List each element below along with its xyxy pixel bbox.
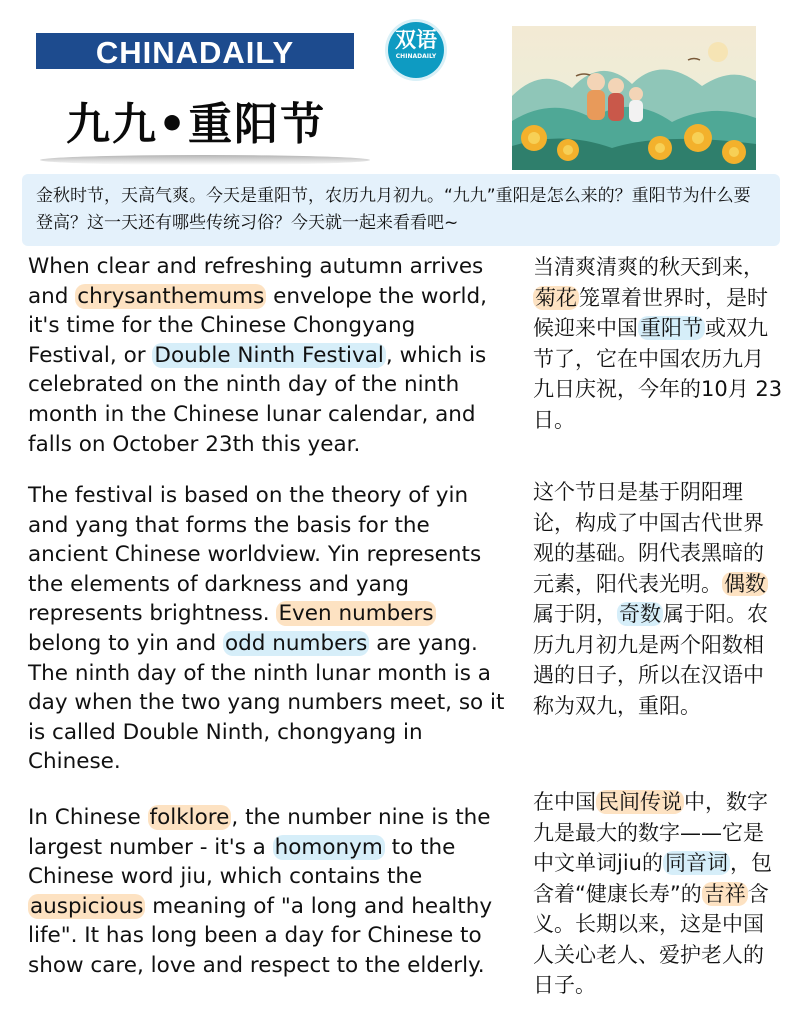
english-paragraph-2: [28, 481, 508, 777]
vocab-homonym: homonym: [274, 834, 383, 860]
festival-illustration: [512, 26, 756, 170]
text-span: In Chinese: [28, 805, 148, 830]
vocab-cn-even-numbers: 偶数: [724, 571, 766, 596]
chinese-paragraph-1: [533, 252, 783, 435]
text-span: 属于阳。农历九月初九是两个阳数相遇的日子，所以在汉语中称为双九，重阳。: [533, 602, 768, 718]
text-span: 含义。长期以来，这是中国人关心老人、爱护老人的日子。: [533, 881, 769, 997]
text-span: 当清爽清爽的秋天到来，: [533, 255, 764, 279]
english-paragraph-1: [28, 252, 508, 459]
title-underline-shadow: [40, 155, 370, 165]
text-span: to the Chinese word jiu, which contains the: [28, 834, 456, 890]
bilingual-badge: [388, 22, 444, 78]
badge-main-text: 双语: [395, 28, 437, 52]
vocab-even-numbers: Even numbers: [278, 601, 434, 627]
text-span: meaning of "a long and healthy life". It has long been a day for Chinese to show care, love and respect to the elderly.: [28, 893, 493, 978]
text-span: 或双九节了，它在中国农历九月九日庆祝，今年的10月 23日。: [533, 316, 783, 432]
english-paragraph-3: [28, 803, 508, 981]
vocab-chrysanthemums: chrysanthemums: [77, 283, 265, 309]
page-title: 九九•重阳节: [66, 99, 327, 150]
vocab-cn-odd-numbers: 奇数: [619, 602, 661, 626]
chinese-paragraph-2: [533, 477, 783, 721]
text-span: ，包含着“健康长寿”的: [533, 851, 772, 906]
vocab-odd-numbers: odd numbers: [224, 630, 368, 656]
text-span: The festival is based on the theory of yin and yang that forms the basis for the ancient Chinese worldview. Yin represents the elements of darkness and yang represents brightness.: [28, 483, 482, 627]
text-span: 这个节日是基于阴阳理论，构成了中国古代世界观的基础。阴代表黑暗的元素，阳代表光明。: [533, 480, 764, 596]
intro-banner: 金秋时节，天高气爽。今天是重阳节，农历九月初九。“九九”重阳是怎么来的？重阳节为什么要登高？这一天还有哪些传统习俗？今天就一起来看看吧~: [22, 174, 780, 246]
text-span: are yang. The ninth day of the ninth lunar month is a day when the two yang numbers meet, so it is called Double Ninth, chongyang in Chinese.: [28, 630, 505, 775]
vocab-cn-chrysanthemum: 菊花: [535, 285, 577, 310]
vocab-auspicious: auspicious: [30, 893, 144, 919]
chinese-paragraph-3: [533, 787, 783, 1001]
text-span: envelope the world, it's time for the Chinese Chongyang Festival, or: [28, 283, 487, 368]
badge-sub-text: CHINADAILY: [395, 53, 437, 60]
text-span: belong to yin and: [28, 630, 223, 656]
text-span: 笼罩着世界时，是时候迎来中国: [533, 285, 768, 340]
vocab-cn-chongyang: 重阳节: [640, 316, 703, 340]
vocab-folklore: folklore: [149, 805, 230, 830]
vocab-cn-homonym: 同音词: [664, 851, 728, 875]
text-span: 中，数字九是最大的数字——它是中文单词jiu的: [533, 790, 768, 875]
vocab-cn-folklore: 民间传说: [598, 790, 682, 814]
vocab-double-ninth-festival: Double Ninth Festival: [154, 342, 384, 368]
text-span: , which is celebrated on the ninth day of the ninth month in the Chinese lunar calendar, and falls on October 23th this year.: [28, 342, 487, 457]
text-span: 属于阴，: [533, 602, 617, 626]
text-span: 在中国: [533, 790, 596, 814]
text-span: , the number nine is the largest number - it's a: [28, 805, 491, 860]
vocab-cn-auspicious: 吉祥: [703, 881, 746, 906]
china-daily-logo: CHINADAILY: [36, 33, 354, 69]
text-span: When clear and refreshing autumn arrives and: [28, 254, 484, 309]
